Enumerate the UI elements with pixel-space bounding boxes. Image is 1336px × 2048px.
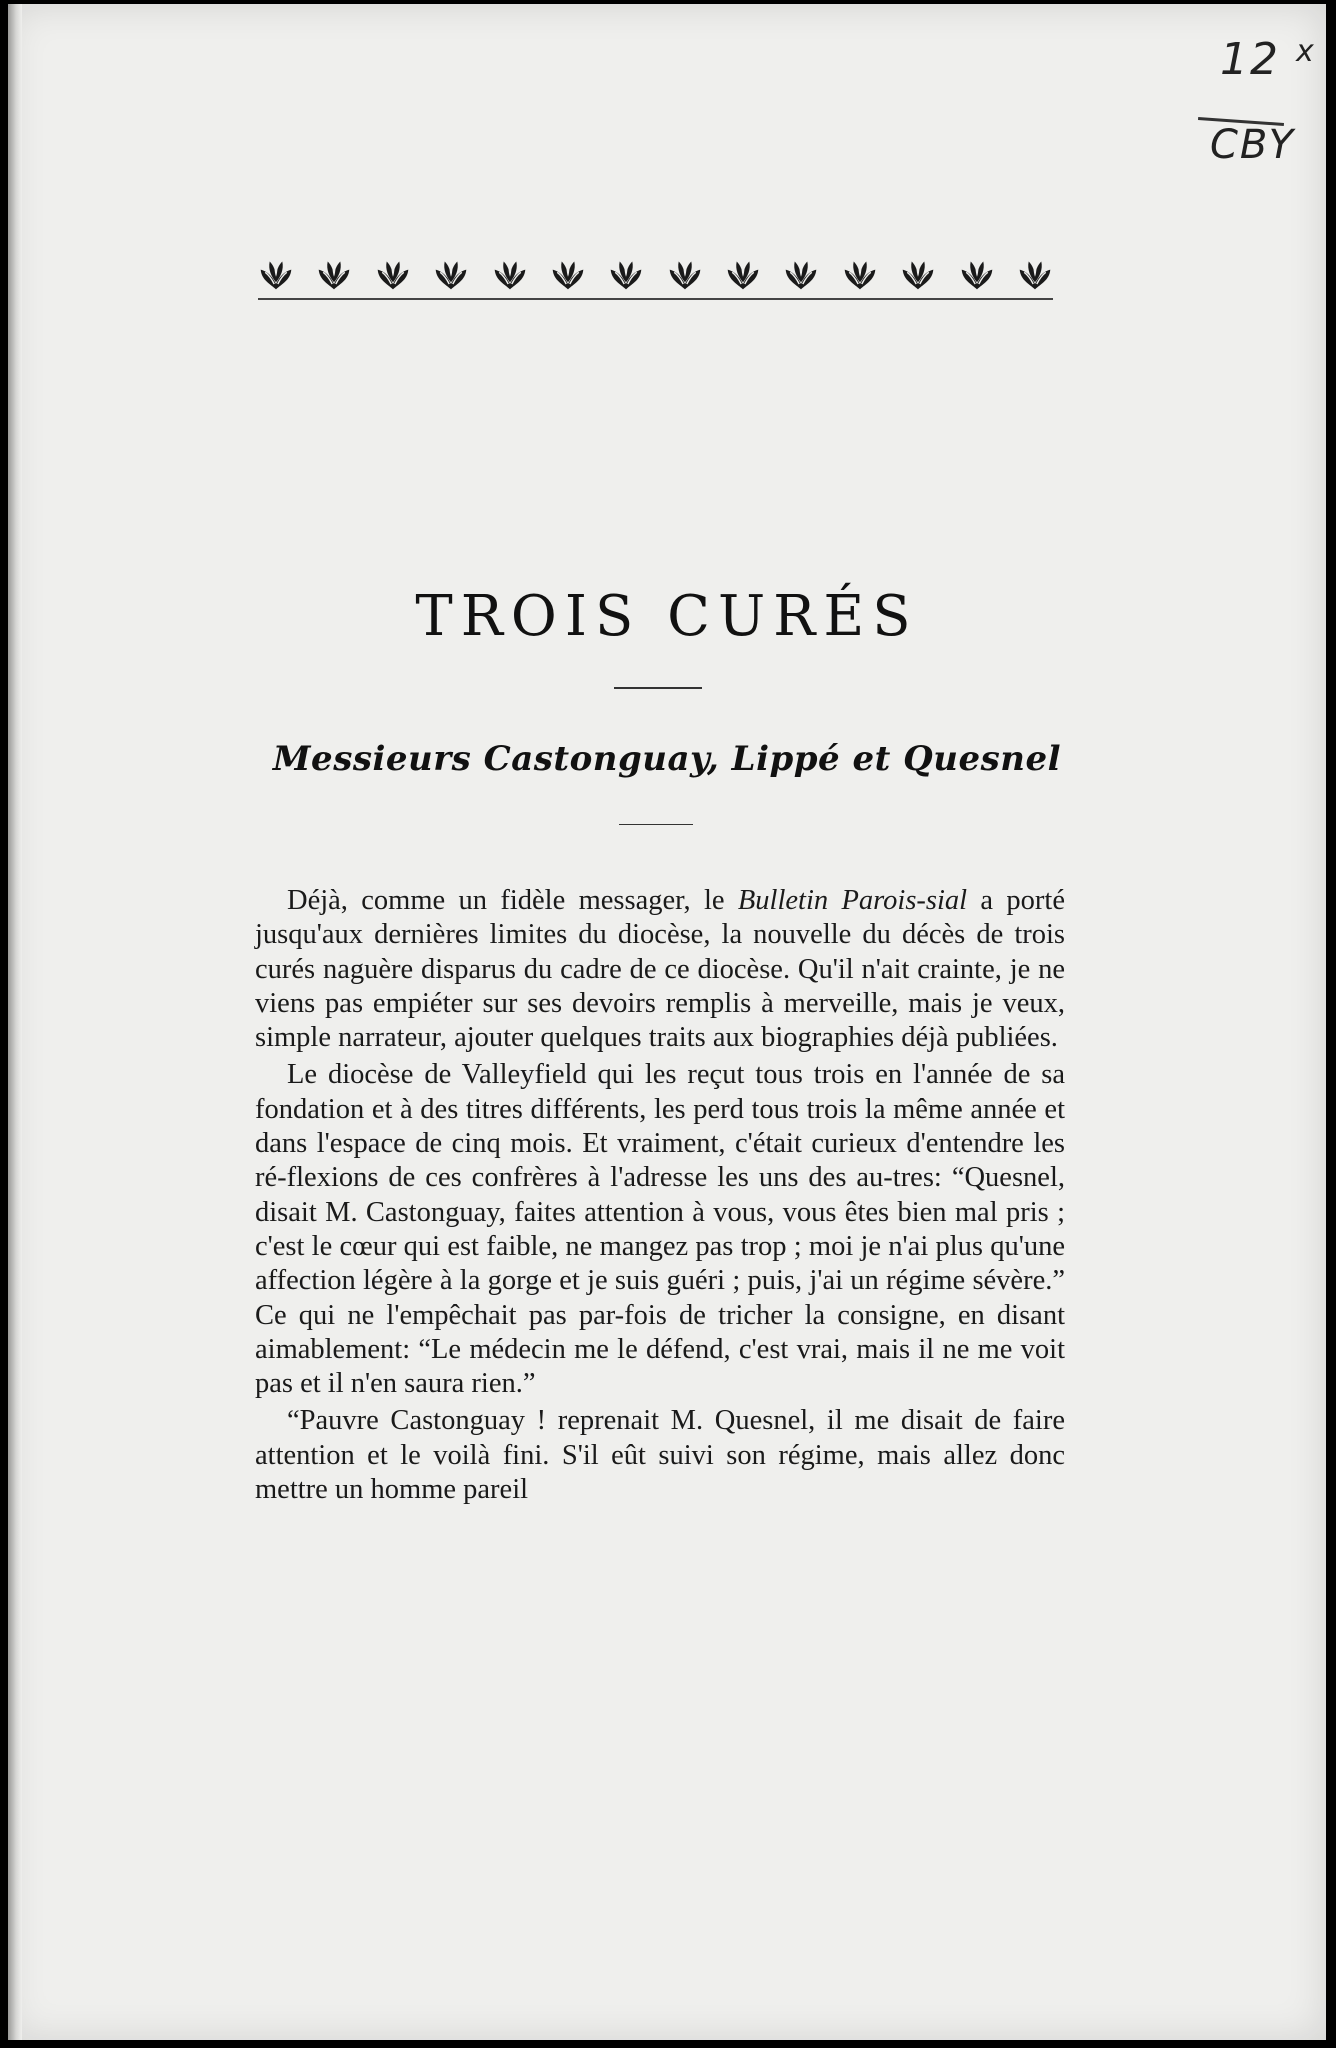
marginalia-number-text: 12 bbox=[1220, 34, 1280, 85]
body-text bbox=[255, 884, 1065, 1510]
flower-ornament-icon bbox=[258, 257, 294, 293]
page-title: TROIS CURÉS bbox=[415, 584, 919, 649]
flower-ornament-icon bbox=[433, 257, 469, 293]
paragraph-3: “Pauvre Castonguay ! reprenait M. Quesnel, il me disait de faire attention et le voilà fini. S'il eût suivi son régime, mais allez donc mettre un homme pareil bbox=[255, 1405, 1065, 1506]
title-rule bbox=[614, 687, 702, 689]
flower-ornament-icon bbox=[725, 257, 761, 293]
flower-ornament-icon bbox=[900, 257, 936, 293]
marginalia-mark-text: x bbox=[1296, 34, 1316, 69]
marginalia-code: CBY bbox=[1210, 122, 1296, 168]
flower-ornament-icon bbox=[375, 257, 411, 293]
paragraph-1-start: Déjà, comme un fidèle messager, le bbox=[287, 885, 738, 916]
flower-ornament-icon bbox=[1017, 257, 1053, 293]
subtitle-rule bbox=[619, 824, 693, 825]
flower-ornament-icon bbox=[492, 257, 528, 293]
flower-ornament-icon bbox=[608, 257, 644, 293]
flower-ornament-icon bbox=[550, 257, 586, 293]
bulletin-title: Bulletin Parois-sial bbox=[737, 885, 968, 916]
paragraph-1-end: a porté jusqu'aux dernières limites du diocèse, la nouvelle du décès de trois curés naguère disparus du cadre de ce diocèse. Qu'il n'ait crainte, je ne viens pas empiéter sur ses devoirs remplis à merveille, mais je veux, simple narrateur, ajouter quelques traits aux biographies déjà publiées. bbox=[255, 885, 1065, 1054]
paragraph-2: Le diocèse de Valleyfield qui les reçut tous trois en l'année de sa fondation et à des titres différents, les perd tous trois la même année et dans l'espace de cinq mois. Et vraiment, c'était curieux d'entendre les ré-flexions de ces confrères à l'adresse les uns des au-tres: “Quesnel, disait M. Castonguay, faites attention à vous, vous êtes bien mal pris ; c'est le cœur qui est faible, ne mangez pas trop ; moi je n'ai plus qu'une affection légère à la gorge et je suis guéri ; puis, j'ai un régime sévère.” Ce qui ne l'empêchait pas par-fois de tricher la consigne, en disant aimablement: “Le médecin me le défend, c'est vrai, mais il ne me voit pas et il n'en saura rien.” bbox=[255, 1059, 1065, 1400]
flower-ornament-icon bbox=[667, 257, 703, 293]
flower-ornament-icon bbox=[959, 257, 995, 293]
flower-ornament-icon bbox=[783, 257, 819, 293]
paragraph-1 bbox=[255, 884, 1065, 1055]
ornament-band bbox=[258, 250, 1053, 300]
flower-ornament-icon bbox=[316, 257, 352, 293]
page-edge-shadow bbox=[8, 4, 22, 2040]
ornament-underline bbox=[258, 298, 1053, 300]
flower-ornament-icon bbox=[842, 257, 878, 293]
page bbox=[8, 4, 1326, 2040]
page-subtitle: Messieurs Castonguay, Lippé et Quesnel bbox=[272, 739, 1062, 779]
marginalia-number bbox=[1220, 34, 1316, 85]
